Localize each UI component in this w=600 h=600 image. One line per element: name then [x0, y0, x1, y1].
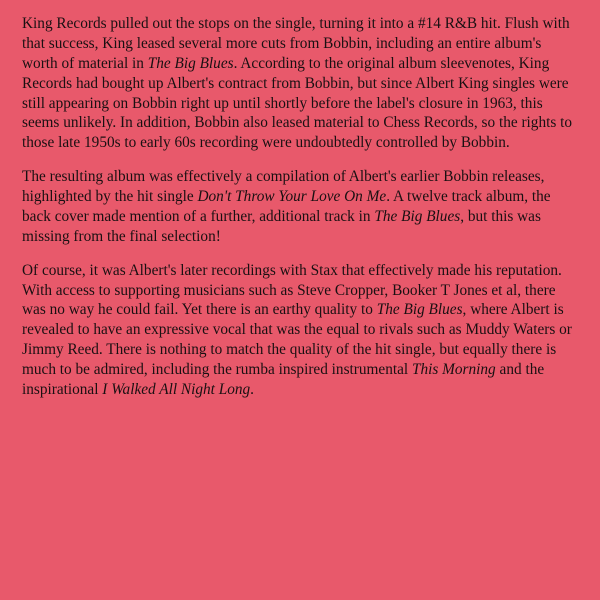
- italic-title: The Big Blues: [147, 54, 234, 72]
- text-run: . According to the original album sleevenotes, King Records had bought up Albert's contract from Bobbin, but since Albert King singles were still appearing on Bobbin right up until shortly before the label's closure in 1963, this seems unlikely. In addition, Bobbin also leased material to Chess Records, so the rights to those late 1950s to early 60s recording were undoubtedly controlled by Bobbin.: [22, 54, 573, 152]
- italic-title: Don't Throw Your Love On Me: [197, 188, 387, 205]
- text-run: , where Albert is revealed to have an expressive vocal that was the equal to rivals such as Muddy Waters or Jimmy Reed. There is nothing to match the quality of the hit single, but equally there is much to be admired, including the rumba inspired instrumental: [22, 301, 572, 378]
- italic-title: This Morning: [411, 361, 496, 378]
- paragraph-1: [22, 14, 578, 153]
- italic-title: The Big Blues: [374, 207, 461, 225]
- text-run: Of course, it was Albert's later recordings with Stax that effectively made his reputation. With access to supporting musicians such as Steve Cropper, Booker T Jones et al, there was no way he could fail. Yet there is an earthy quality to: [22, 261, 562, 319]
- text-run: . A twelve track album, the back cover made mention of a further, additional track in: [22, 188, 551, 225]
- text-run: King Records pulled out the stops on the single, turning it into a #14 R&B hit. Flush with that success, King leased several more cuts from Bobbin, including an entire album's worth of material in: [22, 15, 570, 72]
- paragraph-3: [22, 261, 578, 400]
- paragraph-2: [22, 167, 578, 247]
- text-run: , but this was missing from the final selection!: [22, 207, 541, 245]
- text-run: and the inspirational: [22, 361, 545, 398]
- italic-title: The Big Blues: [376, 301, 463, 319]
- liner-notes-text: [22, 14, 578, 400]
- text-run: The resulting album was effectively a compilation of Albert's earlier Bobbin releases, highlighted by the hit single: [22, 168, 545, 205]
- text-run: .: [250, 380, 254, 398]
- italic-title: I Walked All Night Long: [102, 380, 251, 398]
